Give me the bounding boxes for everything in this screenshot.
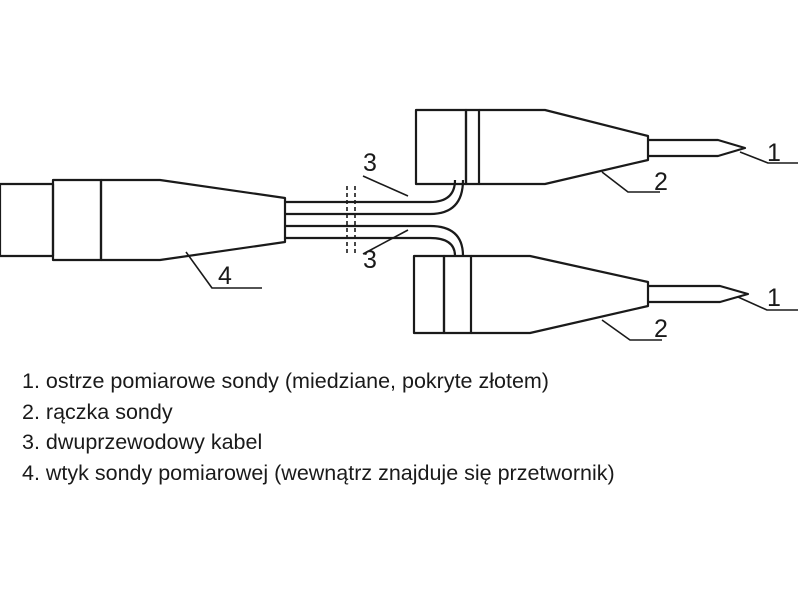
- callout-tip-upper: 1: [767, 139, 781, 167]
- probe-tip-upper: [648, 140, 745, 156]
- probe-tip-lower: [648, 286, 748, 302]
- callout-tip-lower: 1: [767, 284, 781, 312]
- leader-lines: [186, 152, 798, 340]
- two-wire-cable: [285, 180, 463, 256]
- legend-item-plug: 4. wtyk sondy pomiarowej (wewnątrz znajduje się przetwornik): [22, 460, 615, 485]
- callout-cable-upper: 3: [363, 149, 377, 177]
- legend: [22, 366, 615, 488]
- callout-handle-upper: 2: [654, 168, 668, 196]
- callout-handle-lower: 2: [654, 315, 668, 343]
- callout-plug: 4: [218, 262, 232, 290]
- callout-cable-lower: 3: [363, 246, 377, 274]
- legend-item-cable: 3. dwuprzewodowy kabel: [22, 430, 263, 454]
- legend-item-tip: 1. ostrze pomiarowe sondy (miedziane, pokryte złotem): [22, 369, 549, 393]
- probe-upper: [416, 110, 745, 184]
- probe-plug: [0, 180, 285, 260]
- legend-item-handle: 2. rączka sondy: [22, 399, 173, 424]
- probe-lower: [414, 256, 748, 333]
